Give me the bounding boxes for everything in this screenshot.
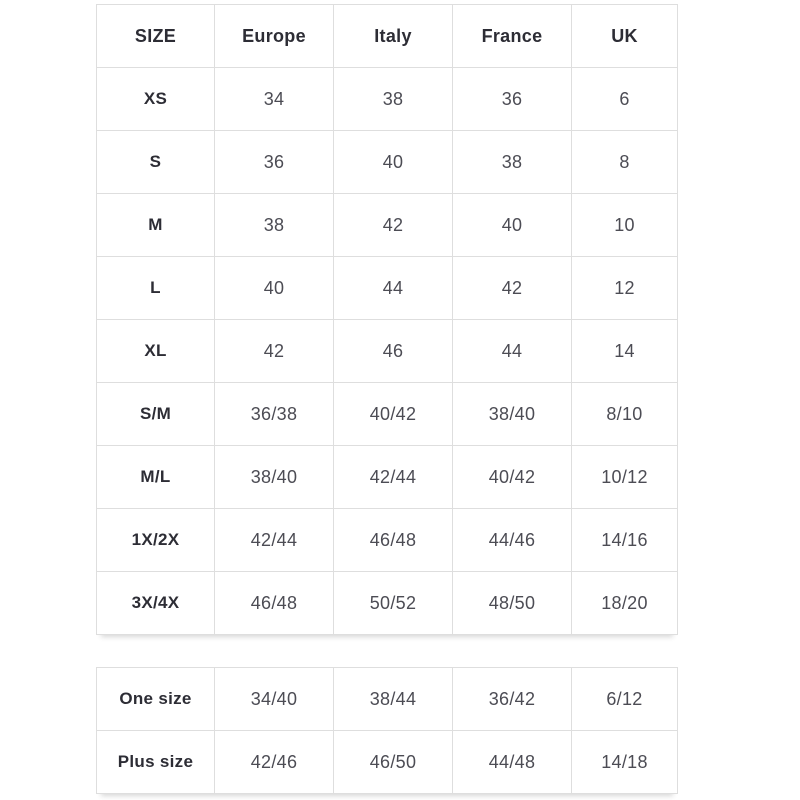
row-label-1x-2x: 1X/2X (97, 509, 215, 572)
size-value: 12 (572, 257, 678, 320)
table-row (97, 731, 678, 794)
size-value: 44 (453, 320, 572, 383)
table-row (97, 572, 678, 635)
size-value: 40/42 (334, 383, 453, 446)
size-value: 42/44 (334, 446, 453, 509)
table-row (97, 446, 678, 509)
size-value: 42/44 (215, 509, 334, 572)
size-value: 38/40 (453, 383, 572, 446)
size-value: 14 (572, 320, 678, 383)
table-row (97, 509, 678, 572)
size-value: 46/50 (334, 731, 453, 794)
size-value: 14/16 (572, 509, 678, 572)
size-value: 44 (334, 257, 453, 320)
row-label-xl: XL (97, 320, 215, 383)
size-value: 14/18 (572, 731, 678, 794)
size-value: 40/42 (453, 446, 572, 509)
size-value: 38 (334, 68, 453, 131)
size-value: 44/48 (453, 731, 572, 794)
row-label-s: S (97, 131, 215, 194)
row-label-s-m: S/M (97, 383, 215, 446)
size-value: 48/50 (453, 572, 572, 635)
size-value: 38 (215, 194, 334, 257)
size-value: 8 (572, 131, 678, 194)
size-value: 8/10 (572, 383, 678, 446)
size-value: 46/48 (215, 572, 334, 635)
size-value: 38/40 (215, 446, 334, 509)
size-value: 40 (215, 257, 334, 320)
size-value: 46/48 (334, 509, 453, 572)
size-value: 44/46 (453, 509, 572, 572)
column-header-uk: UK (572, 5, 678, 68)
size-value: 36 (215, 131, 334, 194)
size-value: 42 (453, 257, 572, 320)
size-value: 34/40 (215, 668, 334, 731)
size-value: 42/46 (215, 731, 334, 794)
row-label-m: M (97, 194, 215, 257)
special-size-table-body (97, 668, 678, 794)
column-header-europe: Europe (215, 5, 334, 68)
row-label-one-size: One size (97, 668, 215, 731)
size-value: 36/42 (453, 668, 572, 731)
size-value: 40 (334, 131, 453, 194)
size-value: 6/12 (572, 668, 678, 731)
size-value: 38/44 (334, 668, 453, 731)
table-row (97, 131, 678, 194)
table-row (97, 194, 678, 257)
size-value: 10 (572, 194, 678, 257)
size-value: 38 (453, 131, 572, 194)
row-label-m-l: M/L (97, 446, 215, 509)
header-row (97, 5, 678, 68)
table-row (97, 320, 678, 383)
row-label-l: L (97, 257, 215, 320)
table-row (97, 257, 678, 320)
tables-container (96, 4, 677, 794)
size-value: 10/12 (572, 446, 678, 509)
table-row (97, 68, 678, 131)
size-value: 50/52 (334, 572, 453, 635)
size-value: 36/38 (215, 383, 334, 446)
size-value: 6 (572, 68, 678, 131)
column-header-france: France (453, 5, 572, 68)
size-value: 46 (334, 320, 453, 383)
table-row (97, 383, 678, 446)
size-value: 36 (453, 68, 572, 131)
row-label-xs: XS (97, 68, 215, 131)
size-value: 42 (215, 320, 334, 383)
row-label-3x-4x: 3X/4X (97, 572, 215, 635)
size-table-header (97, 5, 678, 68)
special-size-table (96, 667, 678, 794)
column-header-italy: Italy (334, 5, 453, 68)
size-conversion-table (96, 4, 678, 635)
column-header-size: SIZE (97, 5, 215, 68)
row-label-plus-size: Plus size (97, 731, 215, 794)
size-value: 18/20 (572, 572, 678, 635)
size-table-body (97, 68, 678, 635)
size-value: 40 (453, 194, 572, 257)
table-row (97, 668, 678, 731)
size-value: 34 (215, 68, 334, 131)
size-value: 42 (334, 194, 453, 257)
